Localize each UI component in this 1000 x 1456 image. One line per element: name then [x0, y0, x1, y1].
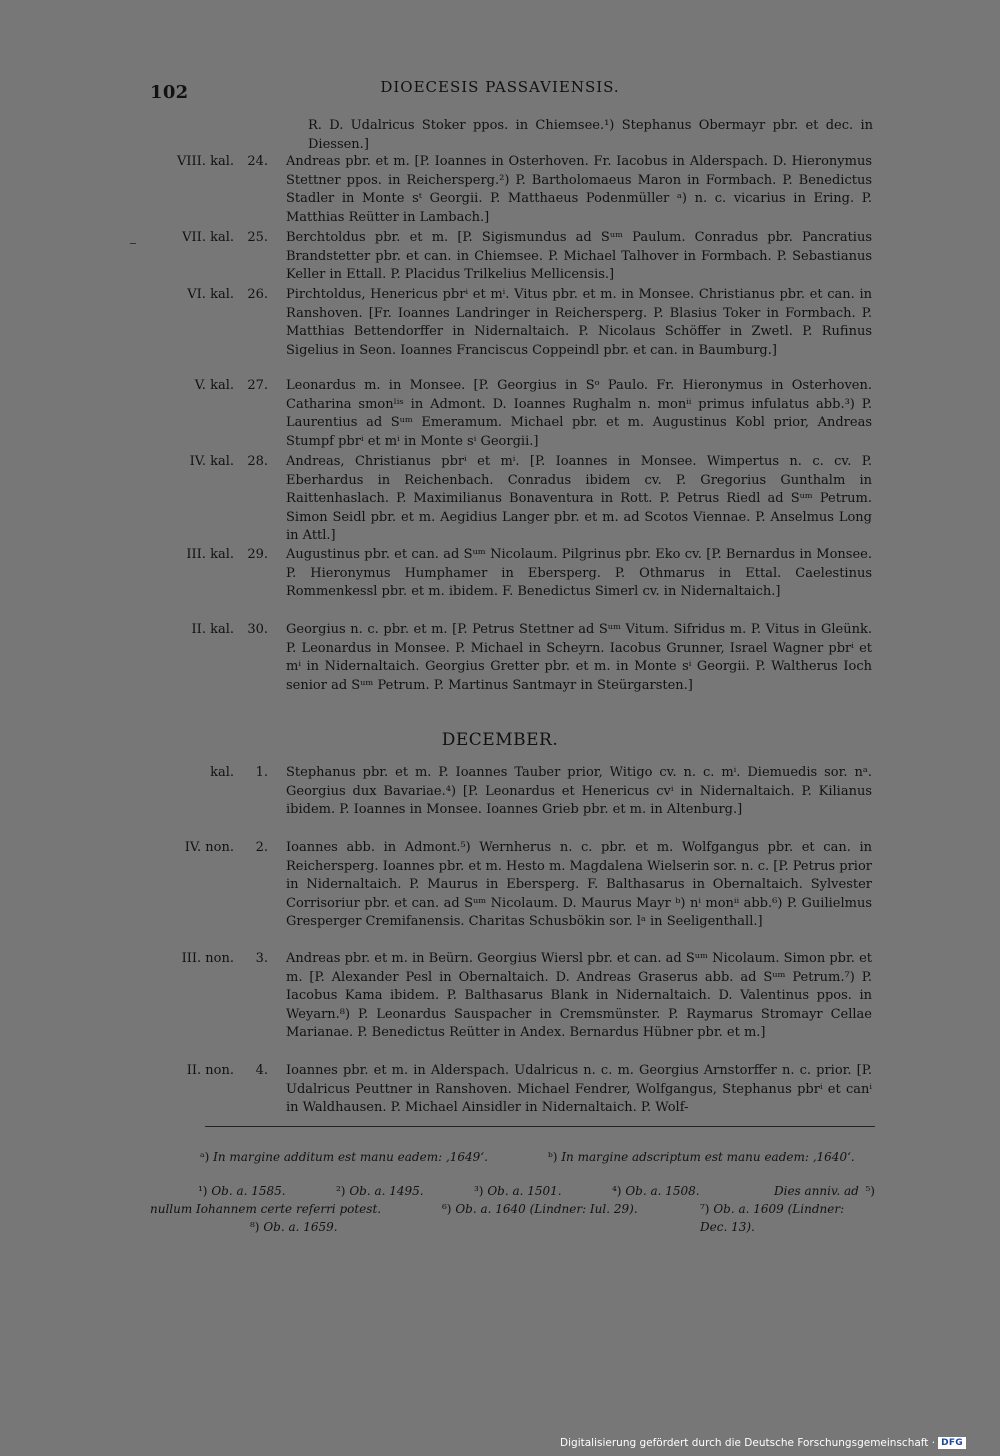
entry-text: Augustinus pbr. et can. ad Sᵘᵐ Nicolaum. Pilgrinus pbr. Eko cv. [P. Bernardus in Monsee. P. Hieronymus Humphamer in Ebersperg. P. Othmarus in Ettal. Caelestinus Rommenkessl pbr. et m. ibidem. F. Benedictus Simerl cv. in Nidernaltaich.] [286, 547, 872, 600]
entry-nov-25 [140, 229, 880, 283]
footnote-text: Ob. a. 1640 (Lindner: Iul. 29). [455, 1202, 638, 1216]
entry-text: Andreas pbr. et m. in Beürn. Georgius Wiersl pbr. et can. ad Sᵘᵐ Nicolaum. Simon pbr. et m. [P. Alexander Pesl in Obernaltaich. D. Andreas Graserus abb. ad Sᵘᵐ Petrum.⁷) P. Iacobus Kama ibidem. P. Balthasarus Blank in Nidernaltaich. D. Valentinus ppos. in Weyarn.⁸) P. Leonardus Sauspacher in Cremsmünster. P. Raymarus Stromayr Cellae Marianae. P. Benedictus Reütter in Andex. Bernardus Hübner pbr. et m.] [286, 951, 872, 1041]
dfg-logo: DFG [938, 1437, 966, 1449]
entry-nov-27 [140, 377, 880, 449]
footnote-rule [205, 1126, 875, 1127]
entry-day: 1. [255, 765, 268, 780]
entry-day: 4. [255, 1063, 268, 1078]
footnote-7 [700, 1200, 875, 1236]
footnote-text: Ob. a. 1585. [211, 1184, 286, 1198]
entry-date: VI. kal. [187, 287, 234, 302]
entry-text: Leonardus m. in Monsee. [P. Georgius in Sᵒ Paulo. Fr. Hieronymus in Osterhoven. Catharina smonˡⁱˢ in Admont. D. Ioannes Rughalm n. monⁱⁱ primus infulatus abb.³) P. Laurentius ad Sᵘᵐ Emeramum. Michael pbr. et m. Augustinus Kobl prior, Andreas Stumpf pbrⁱ et mⁱ in Monte sⁱ Georgii.] [286, 378, 872, 449]
entry-date: III. non. [181, 951, 234, 966]
footnote-mark: ᵃ) [200, 1150, 210, 1164]
entry-nov-24 [140, 153, 880, 225]
running-title: DIOECESIS PASSAVIENSIS. [380, 78, 620, 96]
entry-nov-30 [140, 621, 880, 693]
credit-text: Digitalisierung gefördert durch die Deutsche Forschungsgemeinschaft · [560, 1437, 936, 1449]
footnote-mark: ⁷) [700, 1202, 710, 1216]
digitization-credit [560, 1437, 966, 1449]
entry-text: Stephanus pbr. et m. P. Ioannes Tauber prior, Witigo cv. n. c. mⁱ. Diemuedis sor. nᵃ. Georgius dux Bavariae.⁴) [P. Leonardus et Henericus cvⁱ in Nidernaltaich. P. Kilianus ibidem. P. Ioannes in Monsee. Ioannes Grieb pbr. et m. in Altenburg.] [286, 765, 872, 818]
entry-text: Ioannes pbr. et m. in Alderspach. Udalricus n. c. m. Georgius Arnstorffer n. c. prior. [P. Udalricus Peuttner in Ranshoven. Michael Fendrer, Wolfgangus, Stephanus pbrⁱ et canⁱ in Waldhausen. P. Michael Ainsidler in Nidernaltaich. P. Wolf- [286, 1063, 872, 1116]
entry-day: 29. [247, 547, 268, 562]
entry-day: 30. [247, 622, 268, 637]
entry-text: Georgius n. c. pbr. et m. [P. Petrus Stettner ad Sᵘᵐ Vitum. Sifridus m. P. Vitus in Gleünk. P. Leonardus in Monsee. P. Michael in Scheyrn. Iacobus Grunner, Israel Wagner pbrⁱ et mⁱ in Nidernaltaich. Georgius Gretter pbr. et m. in Monte sⁱ Georgii. P. Waltherus Ioch senior ad Sᵘᵐ Petrum. P. Martinus Santmayr in Steürgarsten.] [286, 622, 872, 693]
entry-date: VII. kal. [182, 230, 234, 245]
footnote-b [548, 1148, 855, 1166]
footnote-mark: ¹) [198, 1184, 208, 1198]
entry-day: 27. [247, 378, 268, 393]
entry-text: Andreas, Christianus pbrⁱ et mⁱ. [P. Ioannes in Monsee. Wimpertus n. c. cv. P. Eberhardus in Reichenbach. Conradus ibidem cv. P. Gregorius Gunthalm in Raittenhaslach. P. Maximilianus Bonaventura in Rott. P. Petrus Riedl ad Sᵘᵐ Petrum. Simon Seidl pbr. et m. Aegidius Langer pbr. et m. ad Scotos Viennae. P. Anselmus Long in Attl.] [286, 454, 872, 544]
footnote-text: Ob. a. 1659. [263, 1220, 338, 1234]
entry-date: V. kal. [194, 378, 234, 393]
entry-date: IV. non. [184, 840, 234, 855]
entry-nov-29 [140, 546, 880, 600]
footnote-mark: ²) [336, 1184, 346, 1198]
entry-date: IV. kal. [189, 454, 234, 469]
entry-dec-2 [140, 839, 880, 930]
margin-tick [130, 243, 136, 244]
footnote-mark: ³) [474, 1184, 484, 1198]
entry-day: 2. [255, 840, 268, 855]
page-number: 102 [150, 82, 189, 103]
footnote-text: Ob. a. 1495. [349, 1184, 424, 1198]
footnote-mark: ᵇ) [548, 1150, 558, 1164]
entry-day: 3. [255, 951, 268, 966]
entry-date: III. kal. [186, 547, 234, 562]
footnote-8 [250, 1218, 338, 1236]
entry-text: Pirchtoldus, Henericus pbrⁱ et mⁱ. Vitus pbr. et m. in Monsee. Christianus pbr. et can. in Ranshoven. [Fr. Ioannes Landringer in Reichersperg. P. Blasius Toker in Formbach. P. Matthias Bettendorffer in Nidernaltaich. P. Nicolaus Schöffer in Zwetl. P. Rufinus Sigelius in Seon. Ioannes Franciscus Coppeindl pbr. et can. in Baumburg.] [286, 287, 872, 358]
footnote-a [200, 1148, 488, 1166]
entry-dec-4 [140, 1062, 880, 1116]
continuation-text: R. D. Udalricus Stoker ppos. in Chiemsee.¹) Stephanus Obermayr pbr. et dec. in Diessen.] [308, 118, 873, 152]
entry-day: 24. [247, 154, 268, 169]
footnote-mark: ⁸) [250, 1220, 260, 1234]
footnote-mark: ⁶) [442, 1202, 452, 1216]
footnote-text: In margine additum est manu eadem: ‚1649‘. [213, 1150, 488, 1164]
month-heading: DECEMBER. [441, 730, 559, 750]
footnote-text: Ob. a. 1609 (Lindner: Dec. 13). [700, 1202, 845, 1234]
entry-dec-1 [140, 764, 880, 818]
entry-date: II. kal. [191, 622, 234, 637]
entry-nov-28 [140, 453, 880, 544]
entry-date: II. non. [186, 1063, 234, 1078]
entry-text: Ioannes abb. in Admont.⁵) Wernherus n. c. pbr. et m. Wolfgangus pbr. et can. in Reichersperg. Ioannes pbr. et m. Hesto m. Magdalena Wielserin sor. n. c. [P. Petrus prior in Nidernaltaich. P. Maurus in Ebersperg. F. Balthasarus in Obernaltaich. Sylvester Corrisoriur pbr. et can. ad Sᵘᵐ Nicolaum. D. Maurus Mayr ᵇ) nⁱ monⁱⁱ abb.⁶) P. Guilielmus Gresperger Cremifanensis. Charitas Schusbökin sor. lᵃ in Seeligenthall.] [286, 840, 872, 930]
entry-text: Andreas pbr. et m. [P. Ioannes in Osterhoven. Fr. Iacobus in Alderspach. D. Hieronymus Stettner ppos. in Reichersperg.²) P. Bartholomaeus Maron in Formbach. P. Benedictus Stadler in Monte sᵗ Georgii. P. Matthaeus Podenmüller ᵃ) n. c. vicarius in Ering. P. Matthias Reütter in Lambach.] [286, 154, 872, 225]
footnote-text: Ob. a. 1508. [625, 1184, 700, 1198]
footnote-text: In margine adscriptum est manu eadem: ‚1640‘. [561, 1150, 855, 1164]
entry-day: 28. [247, 454, 268, 469]
footnote-text: Ob. a. 1501. [487, 1184, 562, 1198]
entry-day: 25. [247, 230, 268, 245]
footnote-text: Dies anniv. ad nullum Iohannem certe referri potest. [150, 1184, 859, 1216]
entry-date: kal. [210, 765, 234, 780]
footnote-mark: ⁵) [865, 1184, 875, 1198]
entry-day: 26. [247, 287, 268, 302]
entry-date: VIII. kal. [177, 154, 234, 169]
entry-dec-3 [140, 950, 880, 1041]
footnote-6 [442, 1200, 638, 1218]
entry-nov-26 [140, 286, 880, 358]
entry-text: Berchtoldus pbr. et m. [P. Sigismundus ad Sᵘᵐ Paulum. Conradus pbr. Pancratius Brandstetter pbr. et can. in Chiemsee. P. Michael Talhover in Formbach. P. Sebastianus Keller in Ettall. P. Placidus Trilkelius Mellicensis.] [286, 230, 872, 283]
footnote-mark: ⁴) [612, 1184, 622, 1198]
